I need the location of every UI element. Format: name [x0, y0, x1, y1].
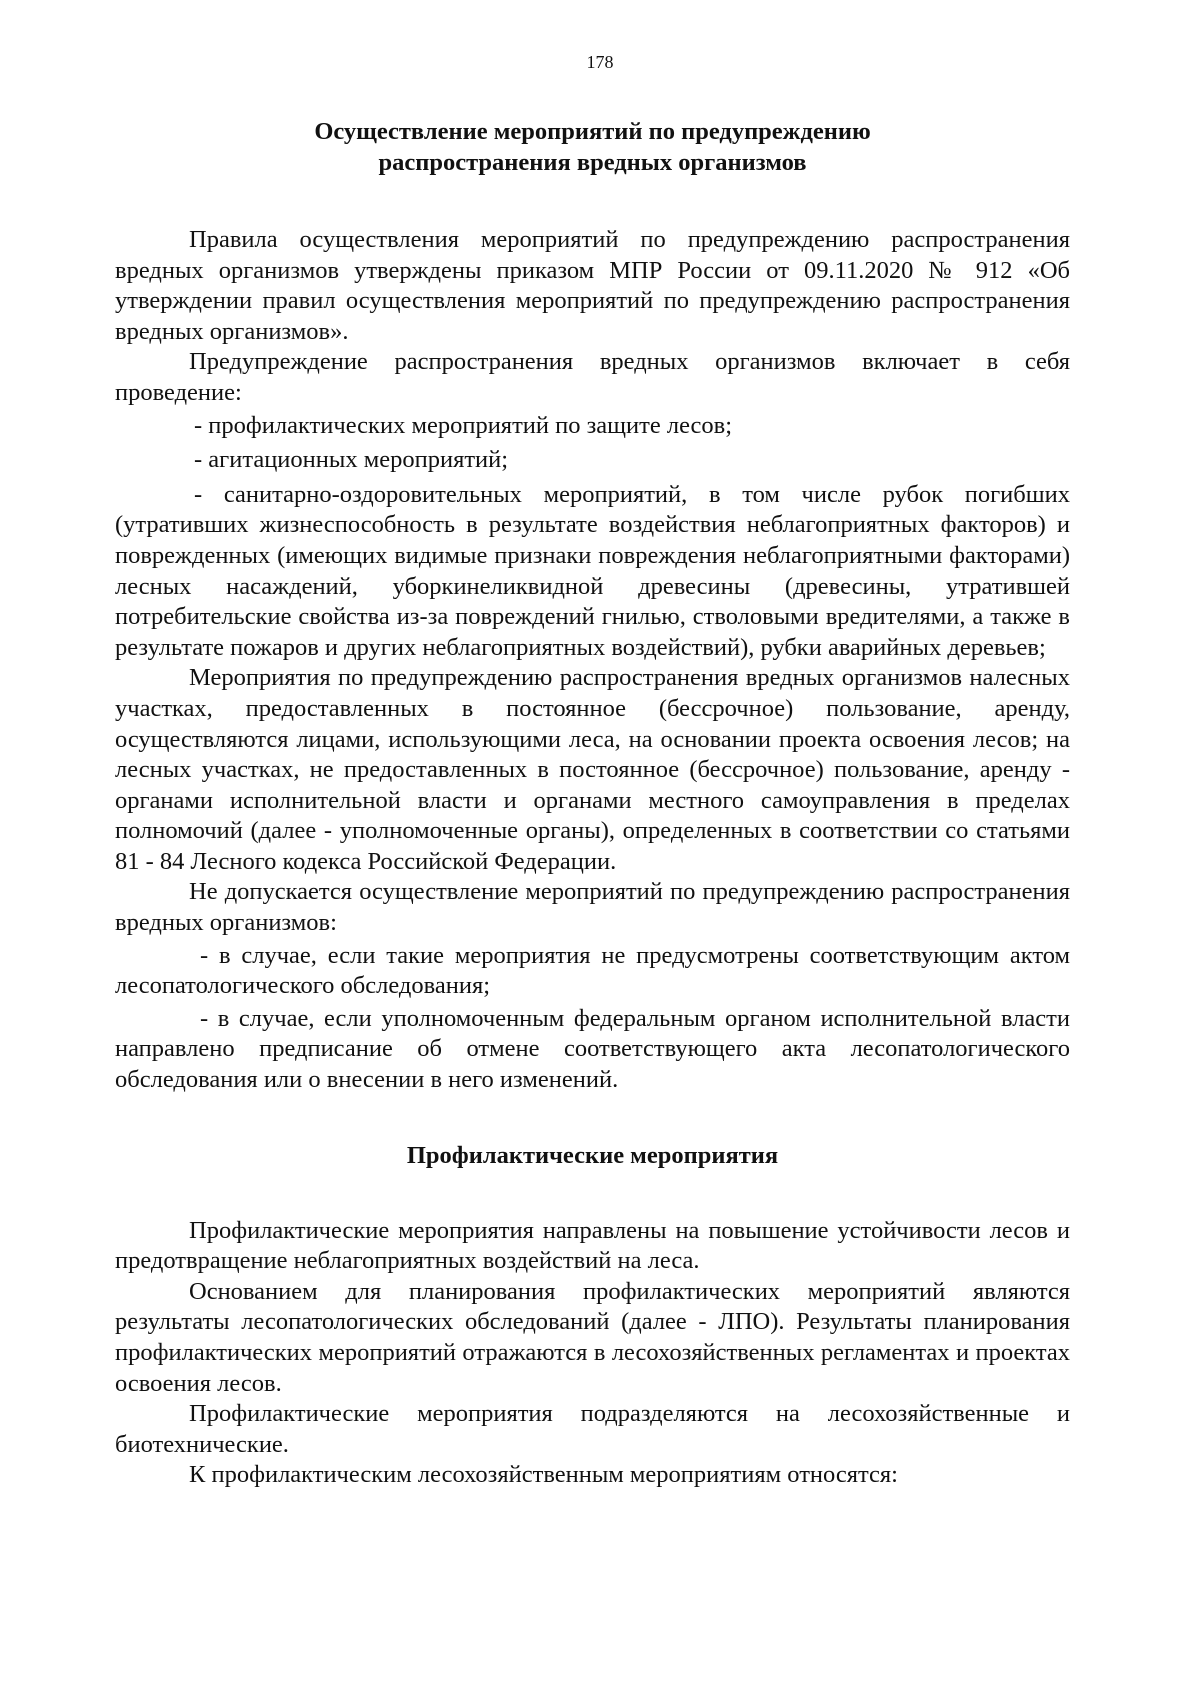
- paragraph-responsible-parties: Мероприятия по предупреждению распространения вредных организмов налесных участках, предоставленных в постоянное (бессрочное) пользование, аренду, осуществляются лицами, использующими леса, на основании проекта освоения лесов; на лесных участках, не предоставленных в постоянное (бессрочное) пользование, аренду - органами исполнительной власти и органами местного самоуправления в пределах полномочий (далее - уполномоченные органы), определенных в соответствии со статьями 81 - 84 Лесного кодекса Российской Федерации.: [115, 664, 1070, 875]
- paragraph-subdivision: Профилактические мероприятия подразделяются на лесохозяйственные и биотехнические.: [115, 1400, 1070, 1458]
- list-item-agitation: - агитационных мероприятий;: [194, 446, 509, 474]
- list-item-sanitary: - санитарно-оздоровительных мероприятий, в том числе рубок погибших (утративших жизнеспособность в результате воздействия неблагоприятных факторов) и поврежденных (имеющих видимые признаки повреждения неблагоприятными факторами) лесных насаждений, уборкинеликвидной древесины (древесины, утратившей потребительские свойства из-за повреждений гнилью, стволовыми вредителями, а также в результате пожаров и других неблагоприятных воздействий), рубки аварийных деревьев;: [115, 480, 1070, 661]
- list-item-prescription: - в случае, если уполномоченным федеральным органом исполнительной власти направлено предписание об отмене соответствующего акта лесопатологического обследования или о внесении в него изменений.: [115, 1004, 1070, 1094]
- section-heading-preventive: Профилактические мероприятия: [406, 1141, 779, 1169]
- paragraph-rules-order: Правила осуществления мероприятий по предупреждению распространения вредных организмов утверждены приказом МПР России от 09.11.2020 № 912 «Об утверждении правил осуществления мероприятий по предупреждению распространения вредных организмов».: [115, 226, 1070, 345]
- list-item-preventive: - профилактических мероприятий по защите лесов;: [194, 411, 733, 439]
- section-heading-measures: [115, 116, 1070, 178]
- list-item-not-provided: - в случае, если такие мероприятия не предусмотрены соответствующим актом лесопатологического обследования;: [115, 941, 1070, 1000]
- page-content: [115, 116, 1070, 1491]
- paragraph-not-allowed: Не допускается осуществление мероприятий по предупреждению распространения вредных организмов:: [115, 878, 1070, 937]
- paragraph-planning-basis: Основанием для планирования профилактических мероприятий являются результаты лесопатологических обследований (далее - ЛПО). Результаты планирования профилактических мероприятий отражаются в лесохозяйственных регламентах и проектах освоения лесов.: [115, 1277, 1070, 1397]
- heading-line-2: распространения вредных организмов: [378, 149, 807, 176]
- paragraph-preventive-aim: Профилактические мероприятия направлены на повышение устойчивости лесов и предотвращение неблагоприятных воздействий на леса.: [115, 1216, 1070, 1275]
- paragraph-forestry-measures: К профилактическим лесохозяйственным мероприятиям относятся:: [189, 1461, 898, 1489]
- heading-line-1: Осуществление мероприятий по предупреждению: [314, 118, 871, 145]
- paragraph-prevention-includes: Предупреждение распространения вредных организмов включает в себя проведение:: [115, 348, 1070, 406]
- page-number: 178: [586, 52, 614, 72]
